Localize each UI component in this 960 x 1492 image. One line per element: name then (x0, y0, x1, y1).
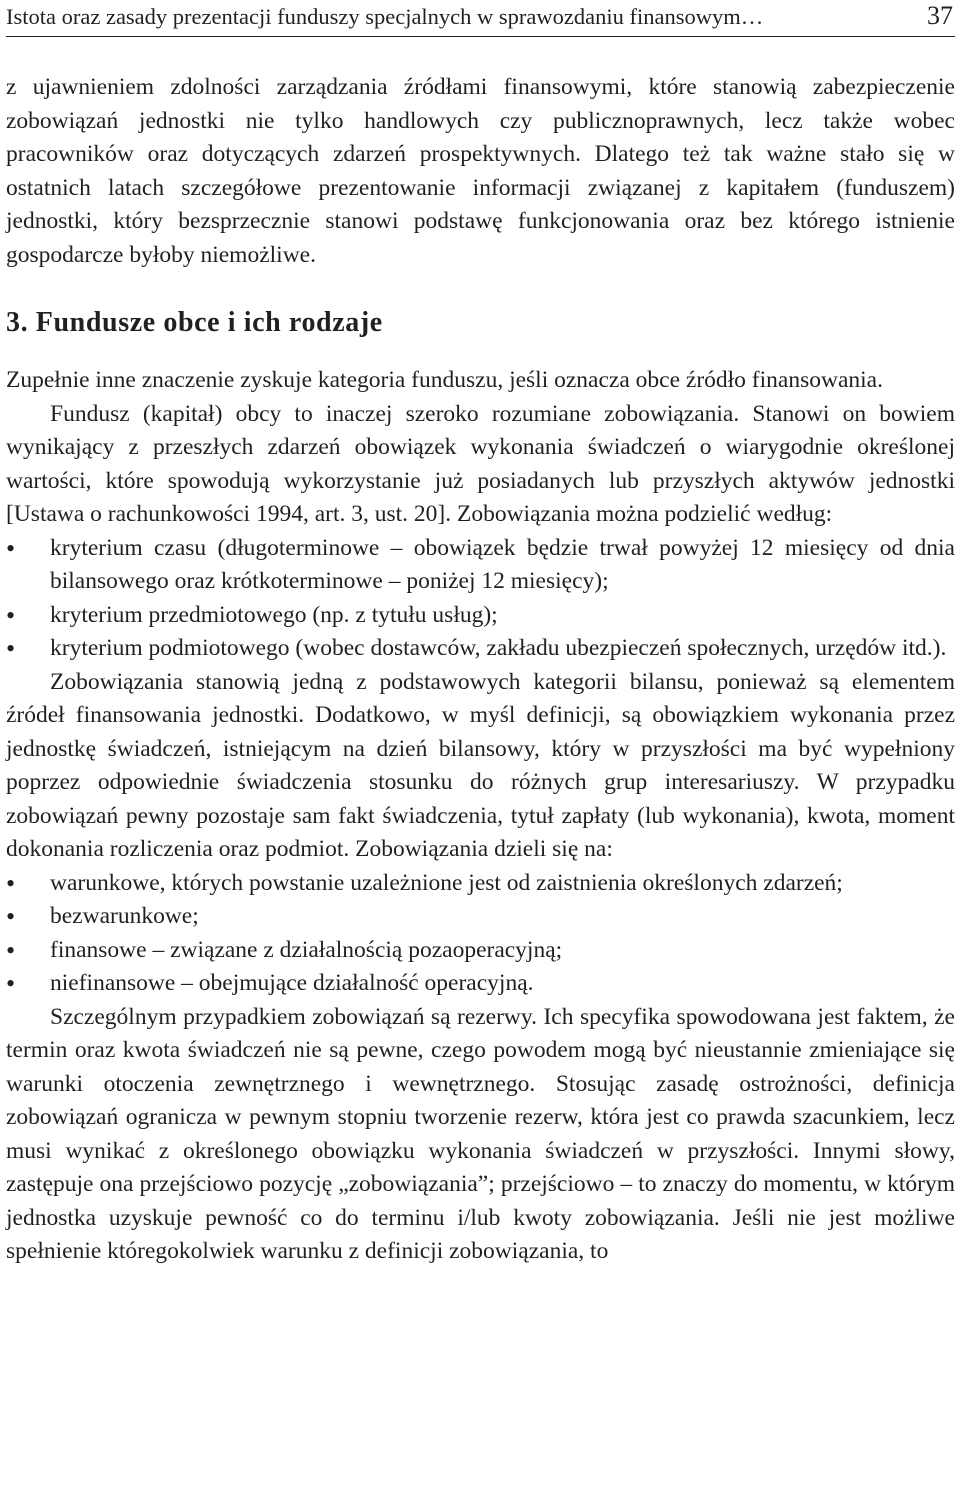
page-number: 37 (927, 1, 953, 30)
list-item: • kryterium podmiotowego (wobec dostawców, zakładu ubezpieczeń społecznych, urzędów itd.). (6, 632, 955, 666)
paragraph: Fundusz (kapitał) obcy to inaczej szeroko rozumiane zobowiązania. Stanowi on bowiem wynikający z przeszłych zdarzeń obowiązek wykonania świadczeń o wiarygodnie określonej wartości, które spowodują wykorzystanie już posiadanych lub przyszłych aktywów jednostki [Ustawa o rachunkowości 1994, art. 3, ust. 20]. Zobowiązania można podzielić według: (6, 400, 955, 527)
section-heading: 3. Fundusze obce i ich rodzaje (6, 307, 383, 338)
paragraph: Zupełnie inne znaczenie zyskuje kategoria funduszu, jeśli oznacza obce źródło finansowania. (6, 367, 883, 393)
list-item: • niefinansowe – obejmujące działalność operacyjną. (6, 967, 955, 1001)
paragraph-continuation: z ujawnieniem zdolności zarządzania źródłami finansowymi, które stanowią zabezpieczenie zobowiązań jednostki nie tylko handlowych czy publicznoprawnych, lecz także wobec pracowników oraz dotyczących zdarzeń prospektywnych. Dlatego też tak ważne stało się w ostatnich latach szczegółowe prezentowanie informacji związanej z kapitałem (funduszem) jednostki, który bezsprzecznie stanowi podstawę funkcjonowania oraz bez którego istnienie gospodarcze byłoby niemożliwe. (6, 74, 955, 268)
list-item: • finansowe – związane z działalnością pozaoperacyjną; (6, 934, 955, 968)
list-item: • bezwarunkowe; (6, 900, 955, 934)
running-title: Istota oraz zasady prezentacji funduszy specjalnych w sprawozdaniu finansowym… (6, 4, 764, 29)
bullet-list-types (6, 867, 955, 1001)
list-item: • kryterium czasu (długoterminowe – obowiązek będzie trwał powyżej 12 miesięcy od dnia bilansowego oraz krótkoterminowe – poniżej 12 miesięcy); (6, 532, 955, 599)
paragraph: Zobowiązania stanowią jedną z podstawowych kategorii bilansu, ponieważ są elementem źródeł finansowania jednostki. Dodatkowo, w myśl definicji, są obowiązkiem wykonania przez jednostkę świadczeń, istniejącym na dzień bilansowy, który w przyszłości ma być wypełniony poprzez odpowiednie świadczenia stosunku do różnych grup interesariuszy. W przypadku zobowiązań pewny pozostaje sam fakt świadczenia, tytuł zapłaty (lub wykonania), kwota, moment dokonania rozliczenia oraz podmiot. Zobowiązania dzieli się na: (6, 668, 955, 862)
list-item: • kryterium przedmiotowego (np. z tytułu usług); (6, 599, 955, 633)
paragraph: Szczególnym przypadkiem zobowiązań są rezerwy. Ich specyfika spowodowana jest faktem, że termin oraz kwota świadczeń nie są pewne, czego powodem mogą być nieustannie zmieniające się warunki otoczenia zewnętrznego i wewnętrznego. Stosując zasadę ostrożności, definicja zobowiązań ogranicza w pewnym stopniu tworzenie rezerw, która jest co prawda szacunkiem, lecz musi wynikać z określonego obowiązku wykonania świadczeń w przyszłości. Innymi słowy, zastępuje ona przejściowo pozycję „zobowiązania”; przejściowo – to znaczy do momentu, w którym jednostka uzyskuje pewność co do terminu i/lub kwoty zobowiązania. Jeśli nie jest możliwe spełnienie któregokolwiek warunku z definicji zobowiązania, to (6, 1003, 955, 1264)
bullet-list-criteria (6, 532, 955, 666)
list-item: • warunkowe, których powstanie uzależnione jest od zaistnienia określonych zdarzeń; (6, 867, 955, 901)
running-header (6, 0, 955, 37)
section-body (6, 364, 955, 1269)
page-body (6, 71, 955, 1269)
